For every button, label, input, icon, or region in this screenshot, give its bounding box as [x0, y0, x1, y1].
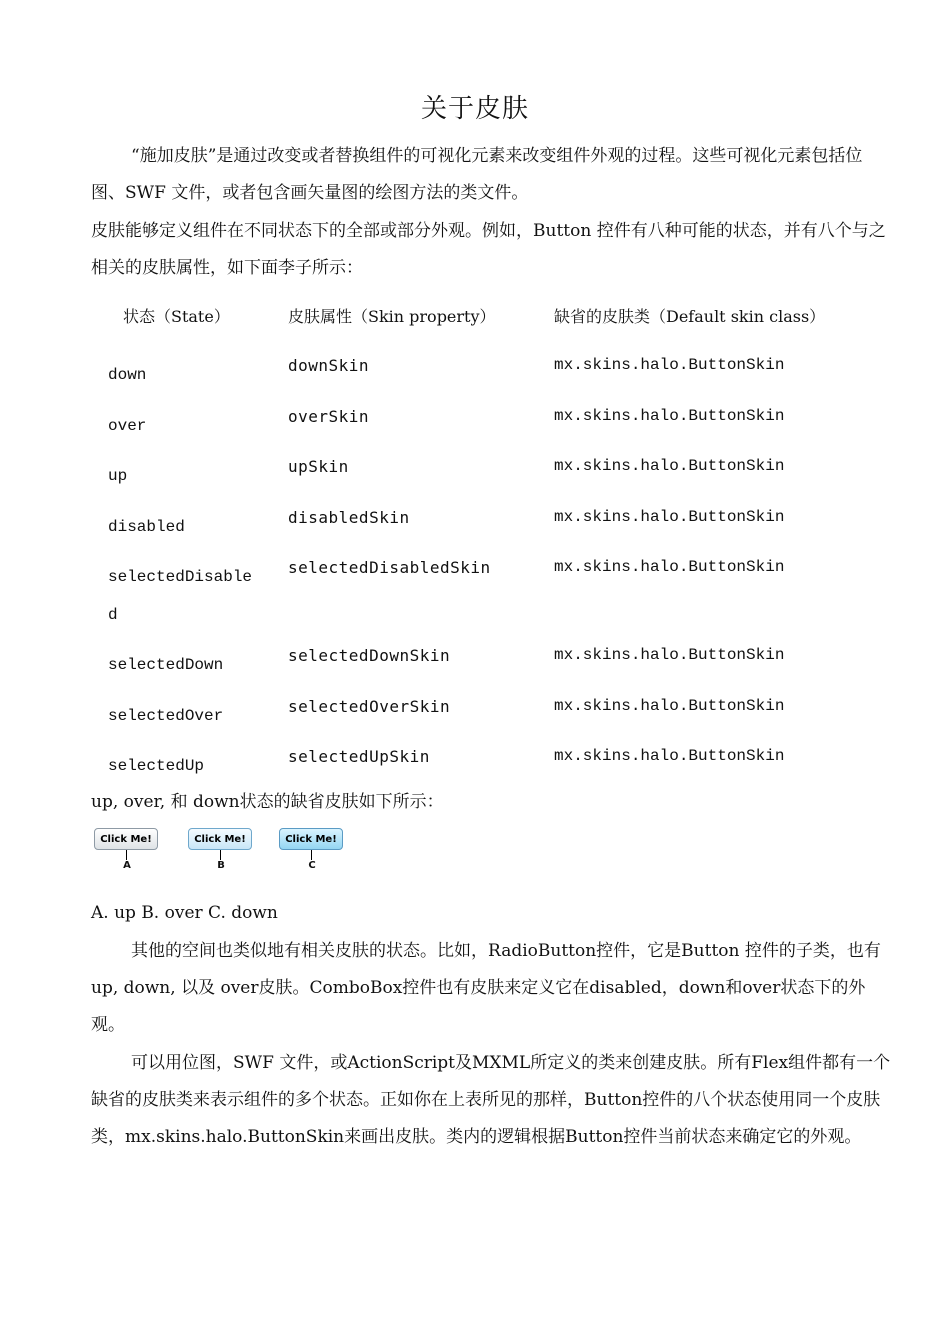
body-paragraph-2: 可以用位图，SWF 文件，或ActionScript及MXML所定义的类来创建皮肤。所有Flex组件都有一个缺省的皮肤类来表示组件的多个状态。正如你在上表所见的那样，Button控件的八个状态使用同一个皮肤类，mx.skins.halo.ButtonSkin来画出皮肤。类内的逻辑根据Button控件当前状态来确定它的外观。 — [91, 1053, 891, 1147]
cell-property: downSkin — [288, 356, 370, 375]
cell-property: selectedDownSkin — [288, 646, 451, 665]
cell-property: selectedUpSkin — [288, 747, 430, 766]
callout-line — [220, 850, 221, 860]
cell-property: upSkin — [288, 457, 349, 476]
body-paragraph-1: 其他的空间也类似地有相关皮肤的状态。比如，RadioButton控件，它是Button 控件的子类，也有 up, down, 以及 over皮肤。ComboBox控件也有皮肤来定义它在disabled，down和over状态下的外观。 — [91, 941, 881, 1035]
button-skins-figure — [92, 826, 362, 878]
cell-state: selectedDown — [108, 656, 224, 674]
button-down-skin: Click Me! — [279, 828, 343, 850]
states-paragraph: 皮肤能够定义组件在不同状态下的全部或部分外观。例如，Button 控件有八种可能的状态，并有八个与之相关的皮肤属性，如下面李子所示： — [91, 221, 886, 278]
table-row — [91, 492, 891, 543]
cell-class: mx.skins.halo.ButtonSkin — [554, 356, 785, 374]
figure-button-up — [94, 826, 160, 878]
button-over-skin: Click Me! — [188, 828, 252, 850]
cell-state: selectedOver — [108, 706, 224, 725]
header-skin-property: 皮肤属性（Skin property） — [288, 307, 496, 326]
header-state: 状态（State） — [123, 307, 230, 326]
page-title: 关于皮肤 — [420, 94, 529, 124]
table-row — [91, 630, 891, 681]
figure-button-over — [188, 826, 254, 878]
cell-class: mx.skins.halo.ButtonSkin — [554, 558, 785, 576]
table-row — [91, 542, 891, 630]
skin-table — [91, 296, 891, 782]
cell-property: selectedOverSkin — [288, 696, 451, 716]
cell-state: selectedUp — [108, 757, 205, 775]
callout-line — [311, 850, 312, 860]
cell-class: mx.skins.halo.ButtonSkin — [554, 696, 785, 715]
callout-letter: B — [217, 860, 225, 871]
intro-paragraph: “施加皮肤”是通过改变或者替换组件的可视化元素来改变组件外观的过程。这些可视化元素包括位图、SWF 文件，或者包含画矢量图的绘图方法的类文件。 — [91, 146, 863, 203]
callout-letter: A — [123, 860, 131, 871]
cell-state: disabled — [108, 517, 185, 536]
figure-caption: A. up B. over C. down — [91, 903, 278, 923]
table-header — [91, 296, 891, 340]
table-row — [91, 731, 891, 782]
cell-state: selectedDisabled — [108, 568, 253, 624]
table-row — [91, 441, 891, 492]
cell-class: mx.skins.halo.ButtonSkin — [554, 747, 785, 765]
cell-property: overSkin — [288, 406, 370, 426]
cell-property: disabledSkin — [288, 507, 410, 527]
header-default-skin-class: 缺省的皮肤类（Default skin class） — [554, 307, 826, 326]
cell-property: selectedDisabledSkin — [288, 558, 491, 577]
figure-button-down — [279, 826, 345, 878]
table-row — [91, 391, 891, 442]
cell-class: mx.skins.halo.ButtonSkin — [554, 507, 785, 526]
cell-state: over — [108, 416, 147, 435]
cell-state: down — [108, 366, 147, 384]
figure-intro: up, over, 和 down状态的缺省皮肤如下所示： — [91, 792, 444, 812]
button-up-skin: Click Me! — [94, 828, 158, 850]
cell-state: up — [108, 467, 128, 485]
cell-class: mx.skins.halo.ButtonSkin — [554, 457, 785, 475]
cell-class: mx.skins.halo.ButtonSkin — [554, 646, 785, 664]
callout-line — [126, 850, 127, 860]
table-row — [91, 681, 891, 732]
table-row — [91, 340, 891, 391]
callout-letter: C — [308, 860, 316, 871]
cell-class: mx.skins.halo.ButtonSkin — [554, 406, 785, 425]
